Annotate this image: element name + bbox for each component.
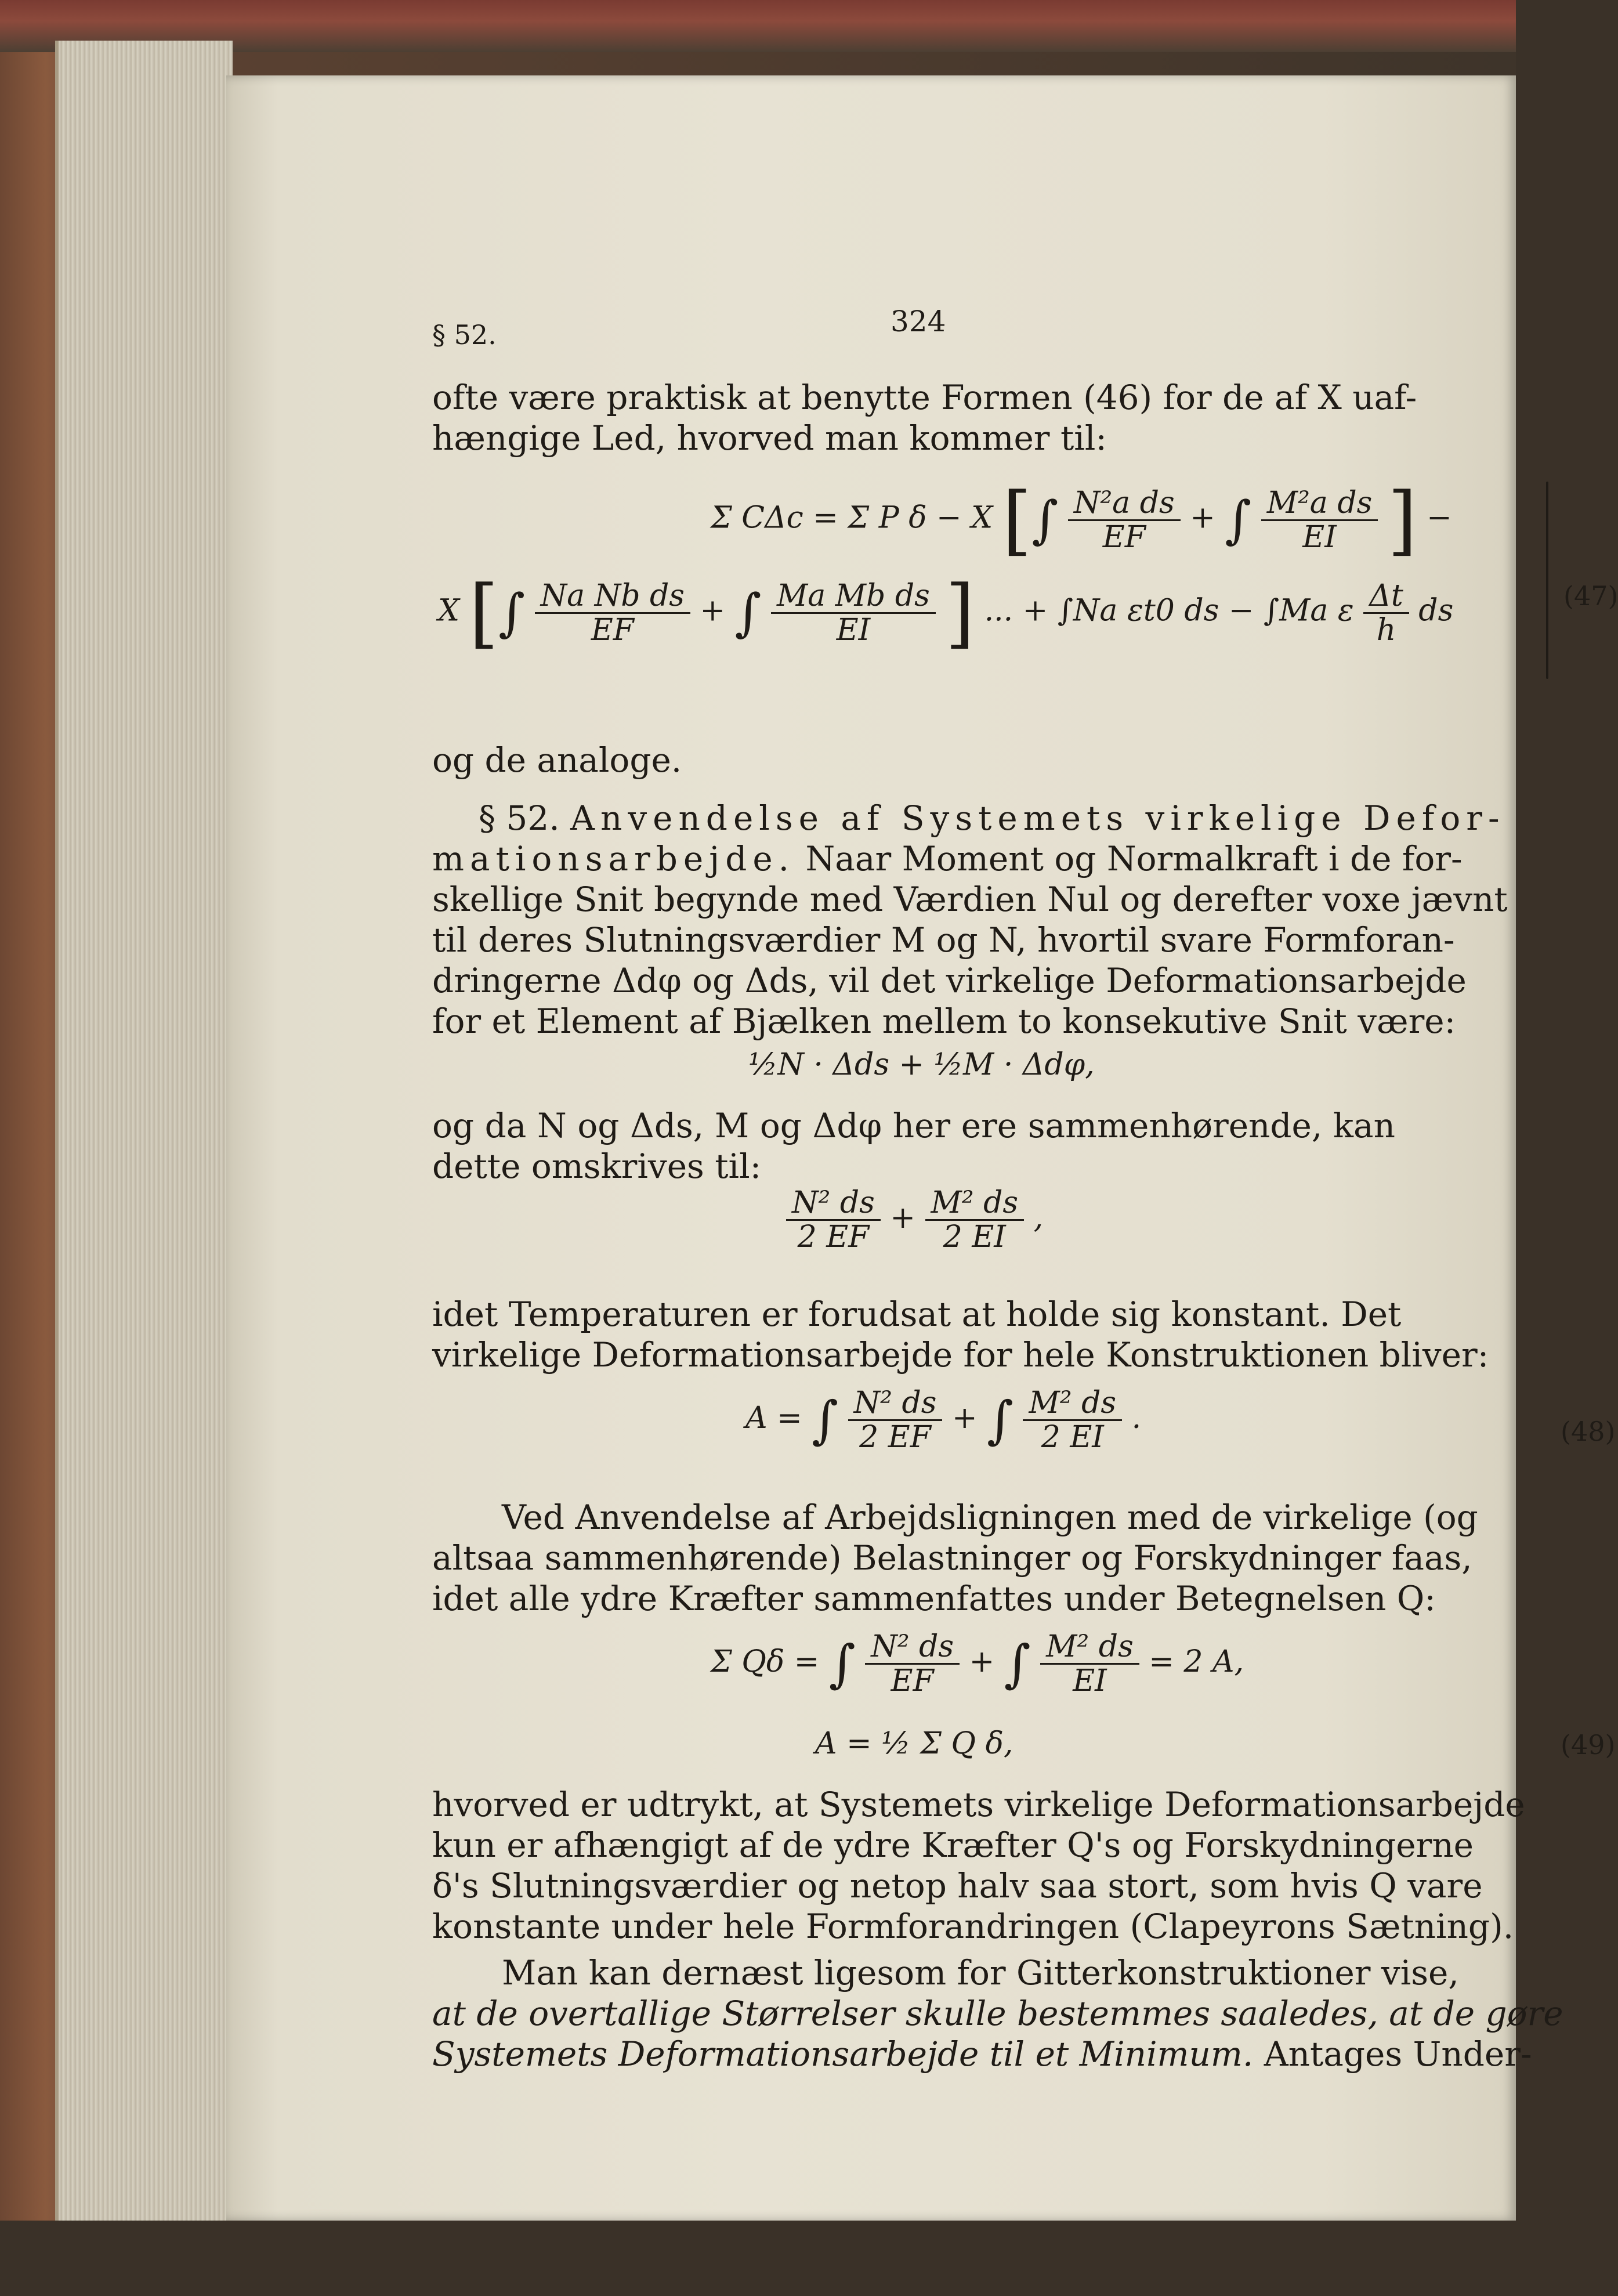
text-line: Man kan dernæst ligesom for Gitterkonstruktioner vise, xyxy=(502,1953,1459,1993)
text-line: kun er afhængigt af de ydre Kræfter Q's og Forskydningerne xyxy=(432,1825,1474,1865)
text-line: Systemets Deformationsarbejde til et Minimum. Antages Under- xyxy=(432,2034,1532,2074)
equation-48: A = ∫ $\frac{\text{N² ds}}{2 EF}$ + ∫ $\frac{\text{M² ds}}{2 EI}$ . xyxy=(745,1386,1142,1455)
page-number: 324 xyxy=(891,305,946,338)
text-line: for et Element af Bjælken mellem to konsekutive Snit være: xyxy=(432,1001,1456,1041)
text-line: ofte være praktisk at benytte Formen (46) for de af X uaf- xyxy=(432,378,1417,417)
equation-47-line-1: Σ CΔc = Σ P δ − X [∫ $\frac{\text{N²a ds}}{EF}$ + ∫ $\frac{\text{M²a ds}}{EI}$ ] − xyxy=(711,476,1452,564)
text-line: dringerne Δdφ og Δds, vil det virkelige Deformationsarbejde xyxy=(432,961,1467,1000)
text-line: idet Temperaturen er forudsat at holde sig konstant. Det xyxy=(432,1295,1402,1334)
text-line: altsaa sammenhørende) Belastninger og Forskydninger faas, xyxy=(432,1538,1472,1578)
text-line: til deres Slutningsværdier M og N, hvortil svare Formforan- xyxy=(432,920,1455,960)
text-line: og da N og Δds, M og Δdφ her ere sammenhørende, kan xyxy=(432,1106,1395,1145)
text-line: hængige Led, hvorved man kommer til: xyxy=(432,418,1107,458)
page-edges xyxy=(55,41,233,2221)
text-line: at de overtallige Størrelser skulle bestemmes saaledes, at de gøre xyxy=(432,1994,1563,2033)
text-line: idet alle ydre Kræfter sammenfattes under Betegnelsen Q: xyxy=(432,1579,1436,1618)
book-page xyxy=(226,75,1618,2221)
text-line: δ's Slutningsværdier og netop halv saa stort, som hvis Q vare xyxy=(432,1866,1483,1906)
equation-number-49: (49) xyxy=(1561,1729,1616,1760)
equation-49b: A = ½ Σ Q δ, xyxy=(815,1726,1013,1761)
section-heading-52: § 52. Anvendelse af Systemets virkelige Defor- xyxy=(479,798,1505,838)
equation-brace xyxy=(1546,482,1548,679)
text-line: virkelige Deformationsarbejde for hele Konstruktionen bliver: xyxy=(432,1335,1489,1375)
equation-49a: Σ Qδ = ∫ $\frac{\text{N² ds}}{EF}$ + ∫ $\frac{\text{M² ds}}{EI}$ = 2 A, xyxy=(711,1629,1244,1698)
equation-number-47: (47) xyxy=(1563,580,1618,612)
text-line: dette omskrives til: xyxy=(432,1147,762,1186)
equation-47-line-2: X [∫ $\frac{\text{Na Nb ds}}{EF}$ + ∫ $\frac{\text{Ma Mb ds}}{EI}$ ] ... + ∫Na εt0 ds − ∫Ma ε $\frac{\Delta t}{h}$ ds xyxy=(438,569,1454,657)
equation-number-48: (48) xyxy=(1561,1416,1616,1447)
text-line: hvorved er udtrykt, at Systemets virkelige Deformationsarbejde xyxy=(432,1785,1525,1824)
equation-half-work: ½N · Δds + ½M · Δdφ, xyxy=(748,1047,1095,1082)
text-line: konstante under hele Formforandringen (Clapeyrons Sætning). xyxy=(432,1907,1514,1946)
text-line: mationsarbejde. Naar Moment og Normalkraft i de for- xyxy=(432,839,1463,878)
equation-element-work: $\frac{\text{N² ds}}{2 EF}$ + $\frac{\text{M² ds}}{2 EI}$ , xyxy=(786,1187,1043,1253)
text-line: og de analoge. xyxy=(432,740,682,780)
text-line: skellige Snit begynde med Værdien Nul og derefter voxe jævnt xyxy=(432,880,1508,919)
page-content xyxy=(432,75,1618,2296)
text-line: Ved Anvendelse af Arbejdsligningen med de virkelige (og xyxy=(502,1498,1478,1537)
section-marker: § 52. xyxy=(432,319,497,350)
